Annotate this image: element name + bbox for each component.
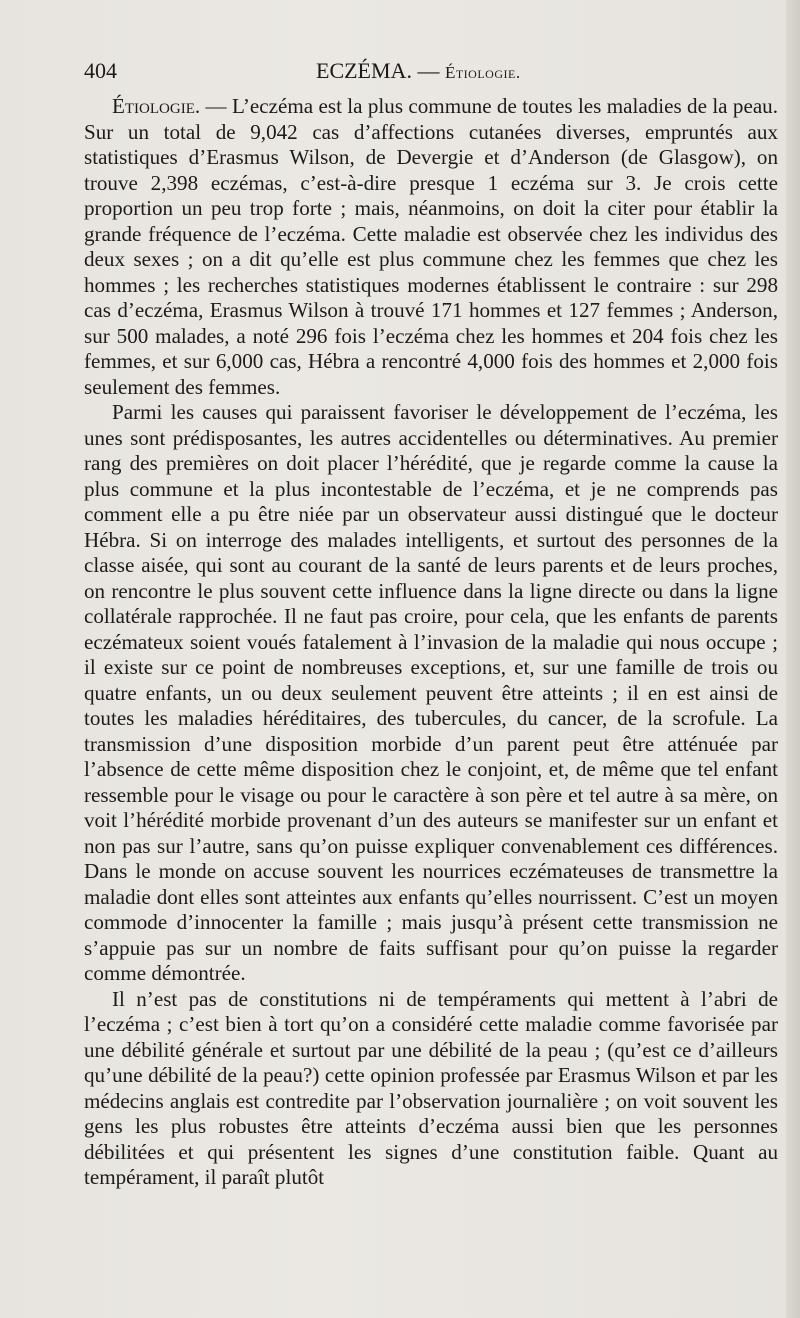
running-head	[316, 58, 521, 84]
section-lead-word: Étiologie.	[112, 94, 201, 118]
running-head-title: ECZÉMA.	[316, 58, 412, 83]
running-head-separator: —	[417, 58, 440, 83]
page-edge-shadow	[786, 0, 800, 1318]
paragraph-causes: Parmi les causes qui paraissent favoriser le développement de l’eczéma, les unes sont prédisposantes, les autres accidentelles ou déterminatives. Au premier rang des premières on doit placer l’hérédité, que je regarde comme la cause la plus commune et la plus incontestable de l’eczéma, et je ne comprends pas comment elle a pu être niée par un observateur aussi distingué que le docteur Hébra. Si on interroge des malades intelligents, et surtout des personnes de la classe aisée, qui sont au courant de la santé de leurs parents et de leurs proches, on rencontre le plus souvent cette influence dans la ligne directe ou dans la ligne collatérale rapprochée. Il ne faut pas croire, pour cela, que les enfants de parents eczémateux soient voués fatalement à l’invasion de la maladie qui nous occupe ; il existe sur ce point de nombreuses exceptions, et, sur une famille de trois ou quatre enfants, un ou deux seulement peuvent être atteints ; il en est ainsi de toutes les maladies héréditaires, des tubercules, du cancer, de la scrofule. La transmission d’une disposition morbide d’un parent peut être atténuée par l’absence de cette même disposition chez le conjoint, et, de même que tel enfant ressemble pour le visage ou pour le caractère à son père et tel autre à sa mère, on voit l’hérédité morbide provenant d’un des auteurs se manifester sur un enfant et non pas sur l’autre, sans qu’on puisse expliquer convenablement ces différences. Dans le monde on accuse souvent les nourrices eczémateuses de transmettre la maladie dont elles sont atteintes aux enfants qu’elles nourrissent. C’est un moyen commode d’innocenter la famille ; mais jusqu’à présent cette transmission ne s’appuie pas sur un nombre de faits suffisant pour qu’on puisse la regarder comme démontrée.	[84, 400, 778, 985]
paragraph-etiologie	[84, 94, 778, 400]
running-head-subtitle: Étiologie.	[444, 63, 521, 82]
page-number: 404	[84, 58, 117, 83]
body-text	[84, 94, 778, 1191]
page-header	[84, 58, 778, 92]
paragraph-text: — L’eczéma est la plus commune de toutes les maladies de la peau. Sur un total de 9,042 cas d’affections cutanées diverses, empruntés aux statistiques d’Erasmus Wilson, de Devergie et d’Anderson (de Glasgow), on trouve 2,398 eczémas, c’est-à-dire presque 1 eczéma sur 3. Je crois cette proportion un peu trop forte ; mais, néanmoins, on doit la citer pour établir la grande fréquence de l’eczéma. Cette maladie est observée chez les individus des deux sexes ; on a dit qu’elle est plus commune chez les femmes que chez les hommes ; les recherches statistiques modernes établissent le contraire : sur 298 cas d’eczéma, Erasmus Wilson à trouvé 171 hommes et 127 femmes ; Anderson, sur 500 malades, a noté 296 fois l’eczéma chez les hommes et 204 fois chez les femmes, et sur 6,000 cas, Hébra a rencontré 4,000 fois des hommes et 2,000 fois seulement des femmes.	[84, 94, 778, 399]
paragraph-constitutions: Il n’est pas de constitutions ni de tempéraments qui mettent à l’abri de l’eczéma ; c’est bien à tort qu’on a considéré cette maladie comme favorisée par une débilité générale et surtout par une débilité de la peau ; (qu’est ce d’ailleurs qu’une débilité de la peau?) cette opinion professée par Erasmus Wilson et par les médecins anglais est contredite par l’observation journalière ; on voit souvent les gens les plus robustes être atteints d’eczéma aussi bien que les personnes débilitées et qui présentent les signes d’une constitution faible. Quant au tempérament, il paraît plutôt	[84, 986, 778, 1189]
